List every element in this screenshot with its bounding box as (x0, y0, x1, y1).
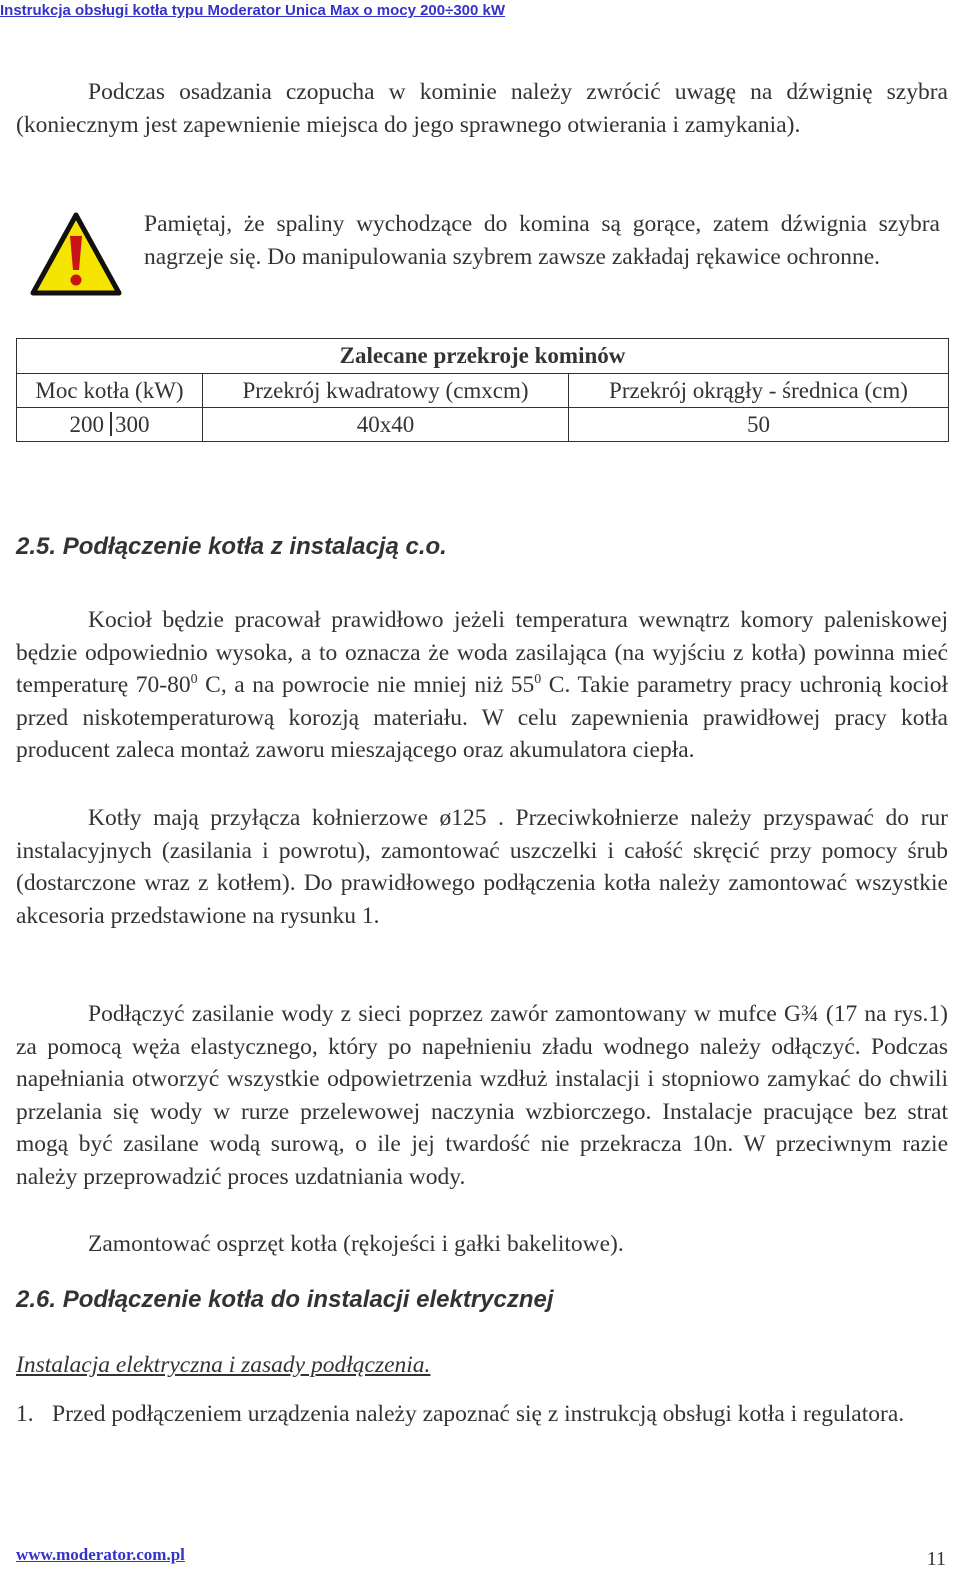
table-cell-square: 40x40 (203, 408, 569, 442)
table-title: Zalecane przekroje kominów (17, 339, 949, 374)
section-2-6-heading: 2.6. Podłączenie kotła do instalacji elektrycznej (16, 1286, 554, 1313)
table-header-square: Przekrój kwadratowy (cmxcm) (203, 374, 569, 408)
section-2-6-subheading: Instalacja elektryczna i zasady podłączenia. (16, 1352, 431, 1378)
table-header-power: Moc kotła (kW) (17, 374, 203, 408)
table-header-round: Przekrój okrągły - średnica (cm) (569, 374, 949, 408)
section-2-5-paragraph-2: Kotły mają przyłącza kołnierzowe ø125 . Przeciwkołnierze należy przyspawać do rur instalacyjnych (zasilania i powrotu), zamontować uszczelki i całość skręcić przy pomocy śrub (dostarczone wraz z kotłem). Do prawidłowego podłączenia kotła należy zamontować wszystkie akcesoria przedstawione na rysunku 1. (16, 805, 948, 929)
range-separator (110, 412, 112, 436)
warning-triangle-icon (30, 212, 122, 296)
header-title: Instrukcja obsługi kotła typu Moderator Unica Max o mocy 200÷300 kW (0, 2, 506, 19)
section-2-5-paragraph-3: Podłączyć zasilanie wody z sieci poprzez zawór zamontowany w mufce G¾ (17 na rys.1) za pomocą węża elastycznego, który po napełnieniu zładu wodnego należy odłączyć. Podczas napełniania otworzyć wszystkie odpowietrzenia wzdłuż instalacji i stopniowo zamykać do chwili przelania się wody w rurze przelewowej naczynia wzbiorczego. Instalacje pracujące bez strat mogą być zasilane wodą surową, o ile jej twardość nie przekracza 10n. W przeciwnym razie należy przeprowadzić proces uzdatniania wody. (16, 1001, 948, 1190)
list-item (16, 1398, 948, 1431)
table-cell-power: 200 300 (17, 408, 203, 442)
table-cell-round: 50 (569, 408, 949, 442)
intro-paragraph (16, 76, 948, 141)
list-item-text: Przed podłączeniem urządzenia należy zapoznać się z instrukcją obsługi kotła i regulatora. (52, 1401, 905, 1427)
warning-text: Pamiętaj, że spaliny wychodzące do komina są gorące, zatem dźwignia szybra nagrzeje się. Do manipulowania szybrem zawsze zakładaj rękawice ochronne. (144, 211, 940, 270)
page-number: 11 (926, 1548, 946, 1570)
list-item-number: 1. (16, 1401, 34, 1427)
intro-text: Podczas osadzania czopucha w kominie należy zwrócić uwagę na dźwignię szybra (koniecznym jest zapewnienie miejsca do jego sprawnego otwierania i zamykania). (16, 79, 948, 138)
section-2-5-heading: 2.5. Podłączenie kotła z instalacją c.o. (16, 533, 447, 560)
chimney-table (16, 338, 949, 442)
website-link[interactable]: www.moderator.com.pl (16, 1545, 185, 1564)
section-2-5-paragraph-1: Kocioł będzie pracował prawidłowo jeżeli temperatura wewnątrz komory paleniskowej będzie odpowiednio wysoka, a to oznacza że woda zasilająca (na wyjściu z kotła) powinna mieć temperaturę $70-80^0$ C, a na powrocie nie mniej niż $55^0$ C. Takie parametry pracy uchronią kocioł przed niskotemperaturową korozją materiału. W celu zapewnienia prawidłowej pracy kotła producent zaleca montaż zaworu mieszającego oraz akumulatora ciepła. (16, 607, 948, 763)
section-2-5-paragraph-4: Zamontować osprzęt kotła (rękojeści i gałki bakelitowe). (88, 1231, 624, 1257)
